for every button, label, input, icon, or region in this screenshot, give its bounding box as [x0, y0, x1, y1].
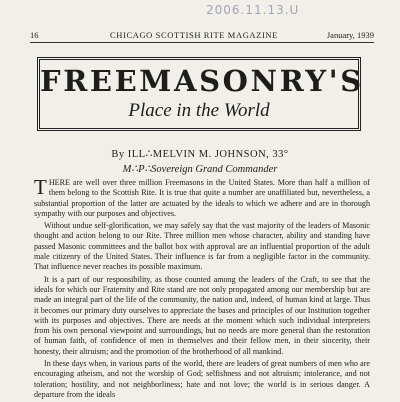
author-role: M∴P∴Sovereign Grand Commander	[122, 164, 278, 175]
page-number: 16	[30, 30, 39, 40]
author-byline: By ILL∴MELVIN M. JOHNSON, 33°	[111, 149, 289, 160]
article-subtitle: Place in the World	[128, 100, 270, 121]
article-body	[34, 175, 370, 402]
paragraph-text: HERE are well over three million Freemasons in the United States. More than half a million of them belong to the Scottish Rite. It is true that quite a number are unaffiliated but, nevertheless, a substantial proportion of the latter are actuated by the ideals to which we adhere and are in thorough sympathy with our purposes and objectives.	[34, 178, 370, 218]
article-title: FREEMASONRY'S	[40, 64, 364, 98]
magazine-name: CHICAGO SCOTTISH RITE MAGAZINE	[110, 30, 278, 40]
paragraph: It is a part of our responsibility, as those counted among the leaders of the Craft, to see that the ideals for which our Fraternity and Rite stand are not only propagated among our membership but are made an integral part of the life of the community, the nation and, indeed, of human kind at large. Thus it becomes our primary duty ourselves to appreciate the bases and principles of our Institution together with its purposes and objectives. There are needs at the moment which such individual interpreters from his own personal viewpoint and surroundings, but no needs are more general than the restoration of human faith, of confidence of men in themselves and their fellow men, in their sincerity, their honesty, their altruism; and the promotion of the brotherhood of all mankind.	[34, 274, 370, 356]
accession-stamp: 2006.11.13.U	[206, 3, 300, 17]
paragraph	[34, 175, 370, 219]
paragraph: In these days when, in various parts of the world, there are leaders of great numbers of men who are encouraging atheism, and not the worship of God; selfishness and not altruism; intolerance, and not toleration; hostility, and not neighborliness; hate and not love; the world is in serious danger. A departure from the ideals	[34, 359, 370, 399]
drop-cap: T	[34, 175, 47, 199]
issue-date: January, 1939	[326, 30, 374, 40]
header-rule	[30, 42, 374, 43]
title-box	[37, 57, 364, 131]
paragraph: Without undue self-glorification, we may safely say that the vast majority of the leaders of Masonic thought and action belong to our Rite. Three million men whose character, ability and standing have passed Masonic committees and the ballot box with approval are an influential proportion of the adult male citizenry of the United States. Their influence is far from a negligible factor in the community. That influence never reaches its possible maximum.	[34, 221, 370, 272]
